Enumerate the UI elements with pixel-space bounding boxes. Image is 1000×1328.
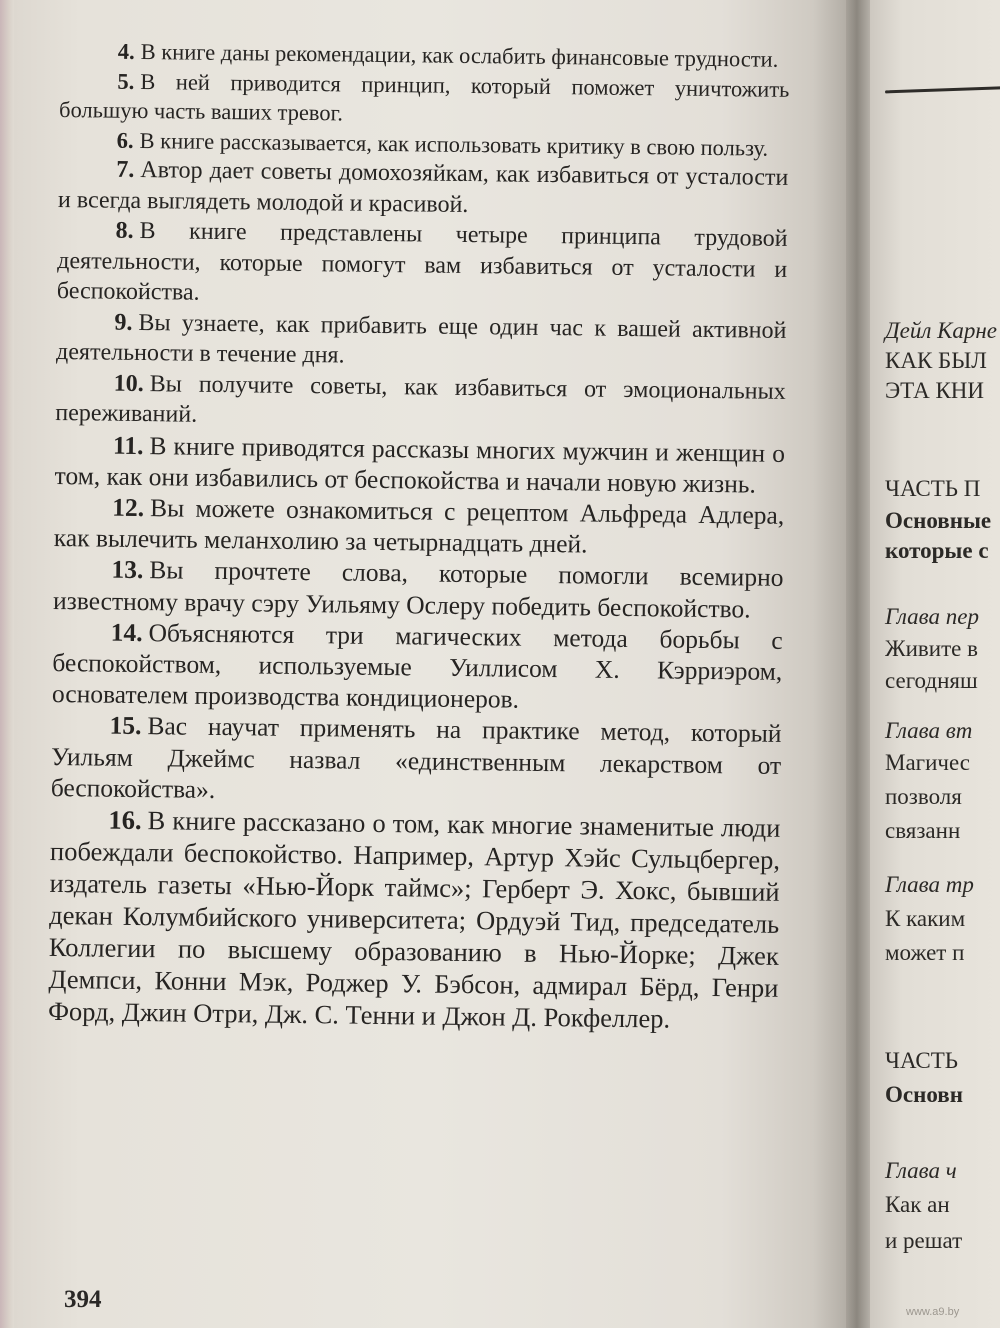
part-title: Основн [885,1082,963,1107]
item-text: В книге представлены четыре принципа трудовой деятельности, которые помогут вам избавиться от усталости и беспокойства. [56,217,788,306]
part-heading: ЧАСТЬ [885,1048,959,1073]
chapter-title: Живите в [885,636,978,661]
item-number: 12. [112,492,145,522]
part-heading: ЧАСТЬ П [885,476,981,501]
chapter-heading: Глава вт [885,718,973,743]
item-text: В книге рассказано о том, как многие знаменитые люди побеждали беспокойство. Например, Артур Хэйс Сульцбергер, издатель газеты «Нью-Йорк таймс»; Герберт Э. Хокс, бывший декан Колумбийского университета; Ордуэй Тид, председатель Коллегии по высшему образованию в Нью-Йорке; Джек Демпси, Конни Мэк, Роджер У. Бэбсон, адмирал Бёрд, Генри Форд, Джин Отри, Дж. С. Тенни и Джон Д. Рокфеллер. [47,805,781,1034]
list-item [54,428,785,499]
chapter-title: позволя [885,784,962,809]
divider-line [885,86,1000,94]
item-number: 8. [115,217,134,244]
chapter-title: и решат [885,1228,963,1253]
list-item [56,306,787,376]
item-text: Вы можете ознакомиться с рецептом Альфреда Адлера, как вылечить меланхолию за четырнадцать дней. [53,493,785,559]
item-number: 10. [113,370,144,397]
page-edge [0,0,14,1328]
item-number: 16. [108,804,142,835]
item-number: 13. [111,554,144,585]
list-item [55,367,786,437]
list-item [54,491,785,562]
item-text: Вы узнаете, как прибавить еще один час к вашей активной деятельности в течение дня. [55,309,787,369]
item-text: Объясняются три магических метода борьбы с беспокойством, используемые Уиллисом Х. Кэрриэром, основателем производства кондиционеров. [51,617,783,714]
author-name: Дейл Карне [885,318,998,343]
list-item [59,65,790,133]
list-item [53,553,784,624]
chapter-title: Как ан [885,1192,950,1217]
item-number: 5. [117,68,135,94]
item-text: Автор дает советы домохозяйкам, как избавиться от усталости и всегда выглядеть молодой и красивой. [57,156,789,218]
chapter-title: сегодняш [885,668,978,693]
item-text: В ней приводится принцип, который поможет уничтожить большую часть ваших тревог. [58,68,790,126]
chapter-heading: Глава пер [885,604,979,629]
list-item [52,616,783,719]
page-number: 394 [64,1286,102,1313]
list-item [51,709,782,812]
item-number: 15. [109,710,142,741]
list-item [58,154,789,224]
item-number: 4. [117,38,135,64]
chapter-heading: Глава тр [885,872,974,897]
item-text: Вас научат применять на практике метод, который Уильям Джеймс назвал «единственным лекарством от беспокойства». [50,711,782,804]
item-number: 14. [110,617,143,647]
watermark: www.a9.by [906,1306,960,1318]
item-number: 9. [114,309,133,336]
item-text: В книге приводятся рассказы многих мужчин и женщин о том, как они избавились от беспокойства и начали новую жизнь. [54,430,786,499]
item-text: Вы прочтете слова, которые помогли всемирно известному врачу сэру Уильяму Ослеру победить беспокойство. [52,555,784,623]
item-text: В книге рассказывается, как использовать критику в свою пользу. [139,127,769,161]
chapter-title: связанн [885,818,961,843]
part-title: которые с [885,538,989,563]
book-gutter [846,0,870,1328]
list-item [48,803,781,1036]
item-number: 11. [112,430,144,460]
left-page-text [48,36,790,1036]
chapter-title: К каким [885,906,966,931]
chapter-title: Магичес [885,750,970,775]
contents-title: КАК БЫЛ [885,348,987,373]
chapter-heading: Глава ч [885,1158,957,1183]
item-text: Вы получите советы, как избавиться от эмоциональных переживаний. [55,370,786,428]
part-title: Основные [885,508,992,533]
right-page-contents [885,0,1000,1328]
item-number: 7. [116,156,135,183]
contents-title: ЭТА КНИ [885,378,985,403]
list-item [57,215,788,315]
chapter-title: может п [885,940,965,965]
item-text: В книге даны рекомендации, как ослабить финансовые трудности. [140,38,779,72]
item-number: 6. [116,127,134,153]
